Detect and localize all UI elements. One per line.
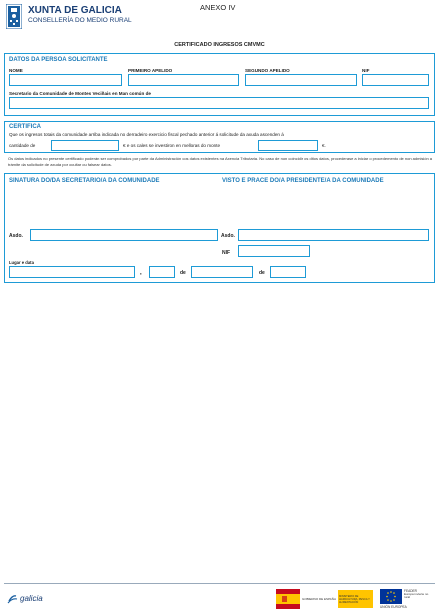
month-field[interactable] [191,266,253,278]
president-signed-field[interactable] [238,229,429,241]
secretary-signature-title: SINATURA DO/DA SECRETARIO/A DA COMUNIDADE [9,178,160,184]
total-income-field[interactable] [51,140,119,151]
president-signed-label: Asdo. [221,233,235,239]
certifies-section-title: CERTIFICA [9,124,41,130]
eu-logo [380,589,436,611]
amount-prefix: cantidade de [9,143,36,148]
date-de-1: de [180,270,186,276]
surname2-label: SEGUNDO APELIDO [245,68,290,73]
amount-mid: € e os cales se investiron en melloras do monte [123,143,221,148]
surname1-field[interactable] [128,74,239,86]
president-nif-field[interactable] [238,245,310,257]
eu-flag-icon [380,589,402,604]
document-title: CERTIFICADO INGRESOS CMVMC [174,42,265,48]
galicia-mark-icon [7,593,18,604]
name-field[interactable] [9,74,122,86]
place-date-label: Lugar e data [9,260,34,265]
investment-field[interactable] [258,140,318,151]
certifies-text: Que os ingresos totais da comunidade arriba indicada no derradeiro exercicio fiscal pechado anterior á solicitude da axuda ascenden á [9,132,284,137]
eu-text-3: UNIÓN EUROPEA [380,605,407,609]
gov-text-1: GOBIERNO DE ESPAÑA [302,597,336,601]
date-comma: , [140,270,142,276]
nif-field[interactable] [362,74,429,86]
gov-text-2: MINISTERIO DE AGRICULTURA, PESCA Y ALIMENTACIÓN [338,594,370,604]
org-name: XUNTA DE GALICIA [28,5,122,16]
nif-label: NIF [362,68,370,73]
spain-government-logo [276,589,376,609]
place-field[interactable] [9,266,135,278]
community-field[interactable] [9,97,429,109]
date-de-2: de [259,270,265,276]
footer-divider [4,583,435,584]
secretary-signed-field[interactable] [30,229,218,241]
xunta-logo-icon [6,4,22,29]
secretary-signed-label: Asdo. [9,233,23,239]
surname1-label: PRIMEIRO APELIDO [128,68,173,73]
annex-label: ANEXO IV [200,3,236,12]
applicant-section-title: DATOS DA PERSOA SOLICITANTE [9,57,108,63]
eu-text-1: FEADER [404,589,417,593]
galicia-logo-text: galicia [20,593,43,603]
eu-text-2: Europa invierte no rural [404,592,429,600]
president-signature-title: VISTO E PRACE DO/A PRESIDENTE/A DA COMUNIDADE [222,178,384,184]
year-field[interactable] [270,266,306,278]
department-name: CONSELLERÍA DO MEDIO RURAL [28,17,132,24]
secretary-label: Secretario da Comunidade de Montes Veciñais en Man común de [9,91,151,96]
name-label: NOME [9,68,23,73]
galicia-logo [7,591,43,605]
amount-suffix: €. [322,143,326,148]
day-field[interactable] [149,266,175,278]
surname2-field[interactable] [245,74,357,86]
president-nif-label: NIF [222,250,231,256]
spain-flag-icon [276,589,300,609]
notice-text: Os datos indicados no presente certificado poderán ser comprobados por parte da Administración cos datos existentes na Axencia Tributaria. No caso de non coincidir os ditos datos, procederase a iniciar o procedemento de non admisión a trámite da solicitude de axuda por ocultar ou falsear datos. [8,156,433,167]
